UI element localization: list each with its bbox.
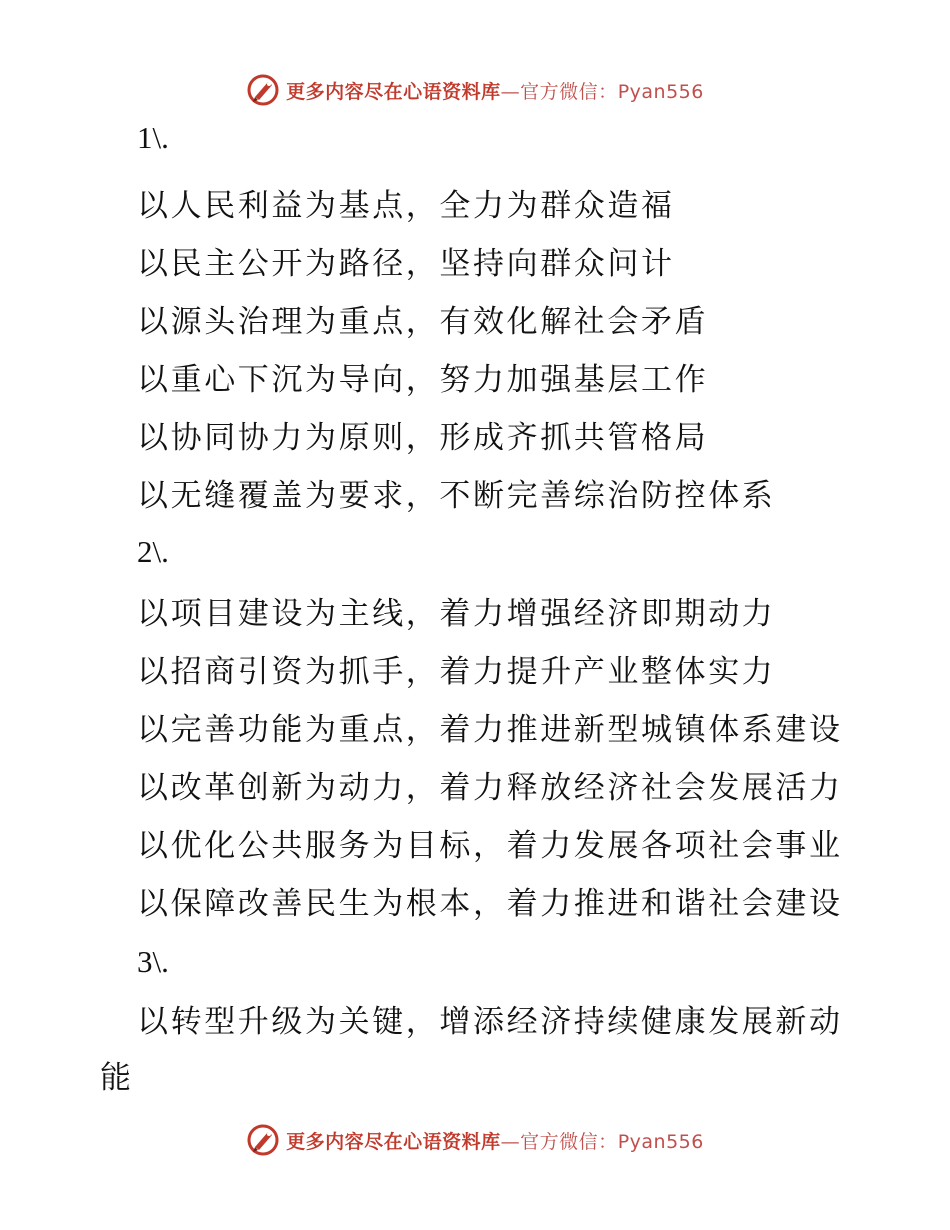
text-line: 以人民利益为基点，全力为群众造福 bbox=[137, 188, 675, 224]
footer-banner bbox=[0, 1120, 950, 1160]
header-dash: — bbox=[500, 80, 521, 103]
section-number-1: 1\. bbox=[137, 120, 169, 155]
text-line: 以项目建设为主线，着力增强经济即期动力 bbox=[137, 596, 776, 632]
text-line-wrap: 能 bbox=[100, 1060, 134, 1096]
text-line: 以改革创新为动力，着力释放经济社会发展活力 bbox=[137, 770, 843, 806]
text-line: 以转型升级为关键，增添经济持续健康发展新动 bbox=[137, 1004, 843, 1040]
text-line: 以民主公开为路径，坚持向群众问计 bbox=[137, 246, 675, 282]
header-banner-text bbox=[286, 77, 704, 104]
text-line: 以无缝覆盖为要求，不断完善综治防控体系 bbox=[137, 478, 776, 514]
section-number-2: 2\. bbox=[137, 534, 169, 569]
header-banner bbox=[0, 70, 950, 110]
header-label: 官方微信： bbox=[520, 80, 618, 103]
footer-label: 官方微信： bbox=[520, 1130, 618, 1153]
pen-logo-icon bbox=[246, 73, 280, 107]
text-line: 以招商引资为抓手，着力提升产业整体实力 bbox=[137, 654, 776, 690]
footer-brand: 更多内容尽在心语资料库 bbox=[286, 1130, 501, 1153]
text-line: 以源头治理为重点，有效化解社会矛盾 bbox=[137, 304, 709, 340]
text-line: 以保障改善民生为根本，着力推进和谐社会建设 bbox=[137, 886, 843, 922]
footer-dash: — bbox=[500, 1130, 521, 1153]
text-line: 以优化公共服务为目标，着力发展各项社会事业 bbox=[137, 828, 843, 864]
header-brand: 更多内容尽在心语资料库 bbox=[286, 80, 501, 103]
text-line: 以重心下沉为导向，努力加强基层工作 bbox=[137, 362, 709, 398]
header-wechat-id: Pyan556 bbox=[617, 80, 704, 103]
footer-wechat-id: Pyan556 bbox=[617, 1130, 704, 1153]
pen-logo-icon bbox=[246, 1123, 280, 1157]
text-line: 以协同协力为原则，形成齐抓共管格局 bbox=[137, 420, 709, 456]
section-number-3: 3\. bbox=[137, 944, 169, 979]
footer-banner-text bbox=[286, 1127, 704, 1154]
text-line: 以完善功能为重点，着力推进新型城镇体系建设 bbox=[137, 712, 843, 748]
